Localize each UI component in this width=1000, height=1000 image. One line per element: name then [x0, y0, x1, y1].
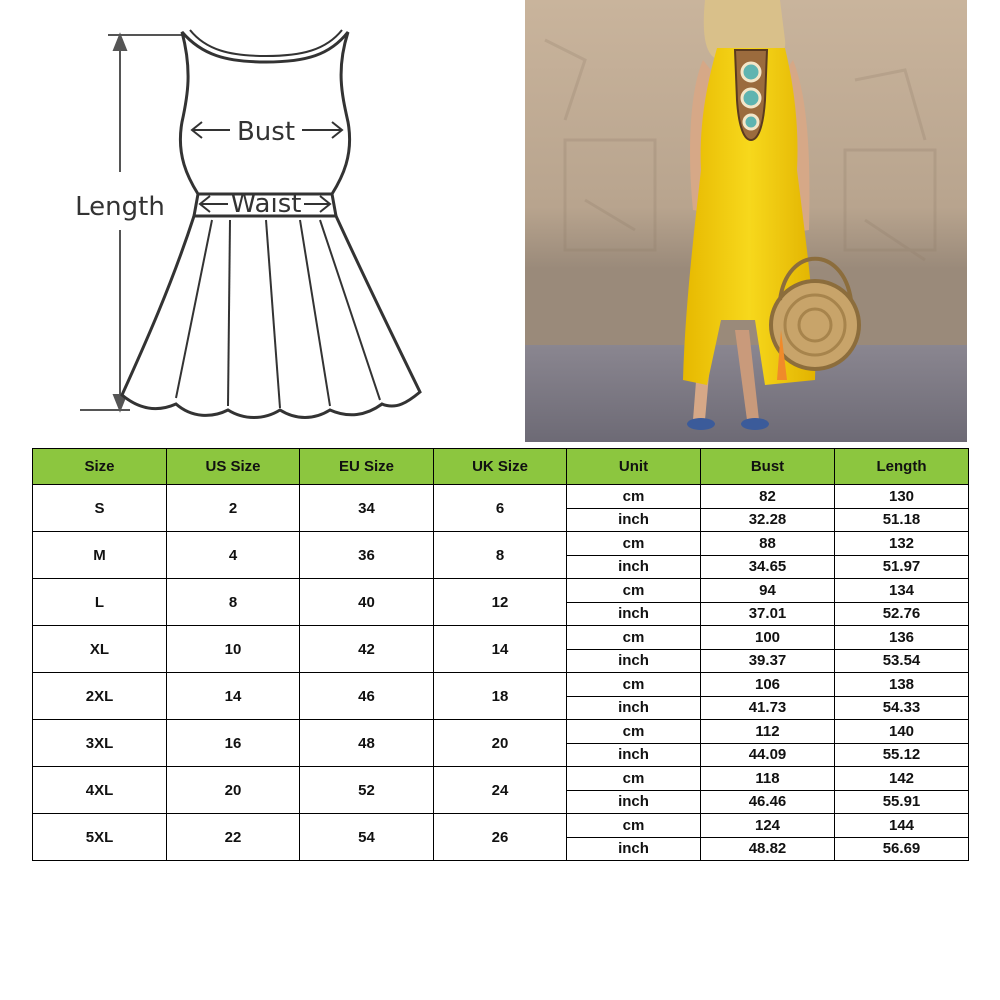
size-cell: L	[33, 579, 167, 626]
bust-cell: 118	[701, 767, 835, 791]
unit-cell: inch	[567, 743, 701, 767]
uk-size-cell: 24	[434, 767, 567, 814]
length-cell: 53.54	[835, 649, 969, 673]
uk-size-cell: 12	[434, 579, 567, 626]
uk-size-cell: 6	[434, 485, 567, 532]
us-size-cell: 14	[167, 673, 300, 720]
us-size-cell: 20	[167, 767, 300, 814]
size-cell: 2XL	[33, 673, 167, 720]
column-header: EU Size	[300, 449, 434, 485]
length-label: Length	[75, 192, 165, 222]
table-row	[33, 626, 969, 650]
length-cell: 56.69	[835, 837, 969, 861]
column-header: Bust	[701, 449, 835, 485]
unit-cell: inch	[567, 837, 701, 861]
column-header: Size	[33, 449, 167, 485]
unit-cell: inch	[567, 555, 701, 579]
size-cell: 5XL	[33, 814, 167, 861]
table-header-row	[33, 449, 969, 485]
us-size-cell: 22	[167, 814, 300, 861]
unit-cell: cm	[567, 485, 701, 509]
bust-cell: 32.28	[701, 508, 835, 532]
unit-cell: cm	[567, 673, 701, 697]
size-cell: 4XL	[33, 767, 167, 814]
column-header: Unit	[567, 449, 701, 485]
unit-cell: cm	[567, 579, 701, 603]
bust-cell: 34.65	[701, 555, 835, 579]
uk-size-cell: 14	[434, 626, 567, 673]
unit-cell: cm	[567, 767, 701, 791]
eu-size-cell: 54	[300, 814, 434, 861]
unit-cell: cm	[567, 532, 701, 556]
dress-model-photo	[525, 0, 967, 442]
unit-cell: cm	[567, 720, 701, 744]
bust-cell: 94	[701, 579, 835, 603]
eu-size-cell: 36	[300, 532, 434, 579]
eu-size-cell: 52	[300, 767, 434, 814]
us-size-cell: 4	[167, 532, 300, 579]
table-row	[33, 720, 969, 744]
us-size-cell: 10	[167, 626, 300, 673]
bust-cell: 39.37	[701, 649, 835, 673]
length-cell: 144	[835, 814, 969, 838]
size-cell: M	[33, 532, 167, 579]
table-row	[33, 673, 969, 697]
bust-cell: 82	[701, 485, 835, 509]
length-cell: 54.33	[835, 696, 969, 720]
column-header: Length	[835, 449, 969, 485]
length-cell: 51.97	[835, 555, 969, 579]
bust-cell: 48.82	[701, 837, 835, 861]
table-row	[33, 767, 969, 791]
uk-size-cell: 18	[434, 673, 567, 720]
bust-label: Bust	[236, 117, 296, 147]
table-row	[33, 814, 969, 838]
length-cell: 138	[835, 673, 969, 697]
length-cell: 134	[835, 579, 969, 603]
size-cell: 3XL	[33, 720, 167, 767]
length-cell: 52.76	[835, 602, 969, 626]
table-row	[33, 532, 969, 556]
uk-size-cell: 20	[434, 720, 567, 767]
length-cell: 136	[835, 626, 969, 650]
unit-cell: inch	[567, 602, 701, 626]
uk-size-cell: 8	[434, 532, 567, 579]
unit-cell: inch	[567, 696, 701, 720]
bust-cell: 124	[701, 814, 835, 838]
bust-cell: 37.01	[701, 602, 835, 626]
eu-size-cell: 34	[300, 485, 434, 532]
unit-cell: inch	[567, 790, 701, 814]
unit-cell: cm	[567, 626, 701, 650]
bust-cell: 112	[701, 720, 835, 744]
unit-cell: cm	[567, 814, 701, 838]
length-cell: 132	[835, 532, 969, 556]
column-header: UK Size	[434, 449, 567, 485]
length-cell: 130	[835, 485, 969, 509]
size-cell: XL	[33, 626, 167, 673]
length-cell: 142	[835, 767, 969, 791]
neckline	[190, 30, 342, 56]
column-header: US Size	[167, 449, 300, 485]
length-cell: 55.12	[835, 743, 969, 767]
us-size-cell: 2	[167, 485, 300, 532]
bust-cell: 100	[701, 626, 835, 650]
unit-cell: inch	[567, 508, 701, 532]
unit-cell: inch	[567, 649, 701, 673]
waist-label: Waist	[230, 189, 302, 219]
product-photo	[525, 0, 967, 442]
dress-measurement-diagram	[30, 0, 450, 440]
size-chart-table	[32, 448, 969, 861]
bust-cell: 44.09	[701, 743, 835, 767]
eu-size-cell: 46	[300, 673, 434, 720]
length-cell: 140	[835, 720, 969, 744]
us-size-cell: 8	[167, 579, 300, 626]
bust-cell: 106	[701, 673, 835, 697]
table-row	[33, 579, 969, 603]
eu-size-cell: 48	[300, 720, 434, 767]
size-cell: S	[33, 485, 167, 532]
bust-cell: 41.73	[701, 696, 835, 720]
bust-cell: 88	[701, 532, 835, 556]
length-cell: 51.18	[835, 508, 969, 532]
eu-size-cell: 40	[300, 579, 434, 626]
length-cell: 55.91	[835, 790, 969, 814]
eu-size-cell: 42	[300, 626, 434, 673]
uk-size-cell: 26	[434, 814, 567, 861]
us-size-cell: 16	[167, 720, 300, 767]
table-row	[33, 485, 969, 509]
bust-cell: 46.46	[701, 790, 835, 814]
